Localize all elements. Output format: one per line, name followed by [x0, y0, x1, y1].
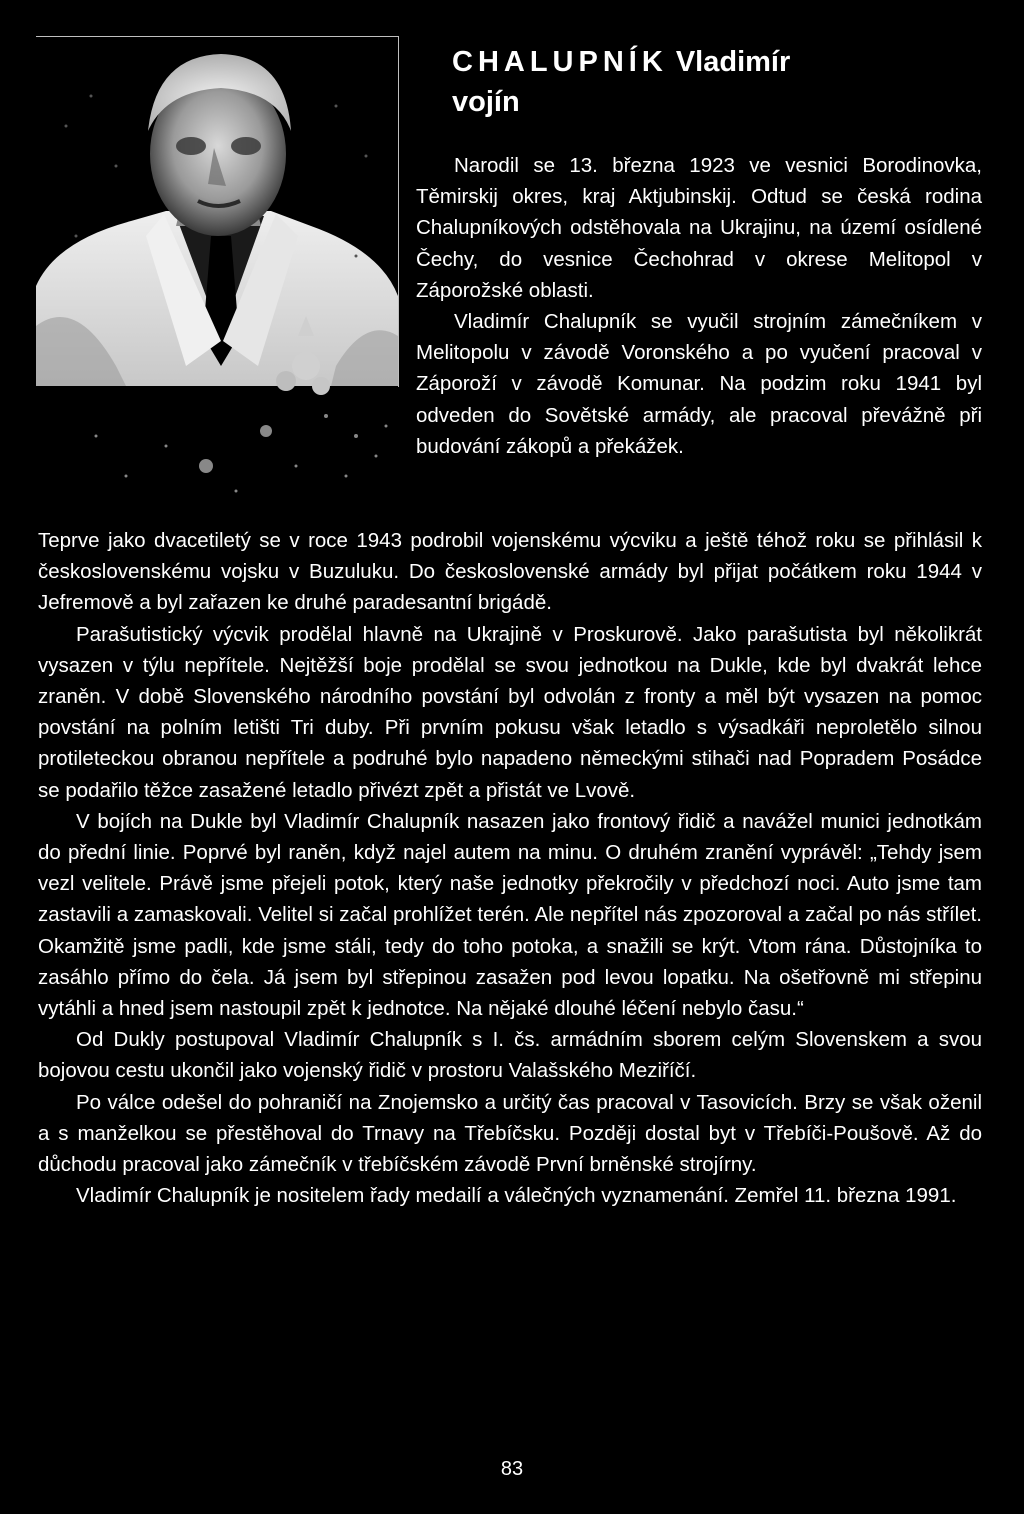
- person-given-name: Vladimír: [675, 46, 791, 78]
- person-name: [452, 42, 1012, 82]
- paragraph-birth: Narodil se 13. března 1923 ve vesnici Borodinovka, Těmirskij okres, kraj Aktjubinskij. Odtud se česká rodina Chalupníkových odstěhovala na Ukrajinu, na území osídlené Čechy, do vesnice Čechohrad v okrese Melitopol v Záporožské oblasti.: [416, 154, 982, 302]
- paragraph-postwar: Po válce odešel do pohraničí na Znojemsko a určitý čas pracoval v Tasovicích. Brzy se však oženil a s manželkou se přestěhoval do Trnavy na Třebíčsku. Později dostal byt v Třebíči-Poušově. Až do důchodu pracoval jako zámečník v třebíčském závodě První brněnské strojírny.: [38, 1090, 982, 1177]
- paragraph-advance: Od Dukly postupoval Vladimír Chalupník s I. čs. armádním sborem celým Slovenskem a svou bojovou cestu ukončil jako vojenský řidič v prostoru Valašského Meziříčí.: [38, 1028, 982, 1083]
- paragraph-honors: Vladimír Chalupník je nositelem řady medailí a válečných vyznamenání. Zemřel 11. března 1991.: [76, 1184, 957, 1208]
- portrait-photo: [36, 36, 400, 506]
- paragraph-training-continued: Teprve jako dvacetiletý se v roce 1943 podrobil vojenskému výcviku a ještě téhož roku se přihlásil k československému vojsku v Buzuluku. Do československé armády byl přijat počátkem roku 1944 v Jefremově a byl zařazen ke druhé paradesantní brigádě.: [38, 529, 982, 615]
- person-surname: CHALUPNÍK: [452, 46, 668, 78]
- page-number: 83: [500, 1458, 524, 1480]
- portrait-icon: [36, 36, 400, 506]
- person-rank: vojín: [452, 86, 520, 118]
- person-heading: [452, 42, 1012, 122]
- biography-wide-column: [38, 525, 982, 1211]
- paragraph-parachute: Parašutistický výcvik prodělal hlavně na Ukrajině v Proskurově. Jako parašutista byl několikrát vysazen v týlu nepřítele. Nejtěžší boje prodělal se svou jednotkou na Dukle, kde byl dvakrát lehce zraněn. V době Slovenského národního povstání byl odvolán z fronty a měl být vysazen na pomoc povstání na polním letišti Tri duby. Při prvním pokusu však letadlo s výsadkáři neproletělo silnou protileteckou obranou nepřítele a podruhé bylo napadeno německými stihači nad Popradem Posádce se podařilo těžce zasažené letadlo přivézt zpět a přistát ve Lvově.: [38, 622, 982, 802]
- paragraph-training: Vladimír Chalupník se vyučil strojním zámečníkem v Melitopolu v závodě Voronského a po vyučení pracoval v Záporoží v závodě Komunar. Na podzim roku 1941 byl odveden do Sovětské armády, ale pracoval převážně při budování zákopů a překážek.: [416, 310, 982, 458]
- biography-narrow-column: [416, 150, 982, 462]
- paragraph-dukla: V bojích na Dukle byl Vladimír Chalupník nasazen jako frontový řidič a navážel munici jednotkám do přední linie. Poprvé byl raněn, když najel autem na minu. O druhém zranění vyprávěl: „Tehdy jsem vezl velitele. Právě jsme přejeli potok, který naše jednotky překročily v předchozí noci. Auto jsme tam zastavili a zamaskovali. Velitel si začal prohlížet terén. Ale nepřítel nás zpozoroval a začal po nás střílet. Okamžitě jsme padli, kde jsme stáli, tedy do toho potoka, a snažili se krýt. Vtom rána. Důstojníka to zasáhlo přímo do čela. Já jsem byl střepinou zasažen pod levou lopatku. Na ošetřovně mi střepinu vytáhli a hned jsem nastoupil zpět k jednotce. Na nějaké dlouhé léčení nebylo času.“: [38, 809, 982, 1021]
